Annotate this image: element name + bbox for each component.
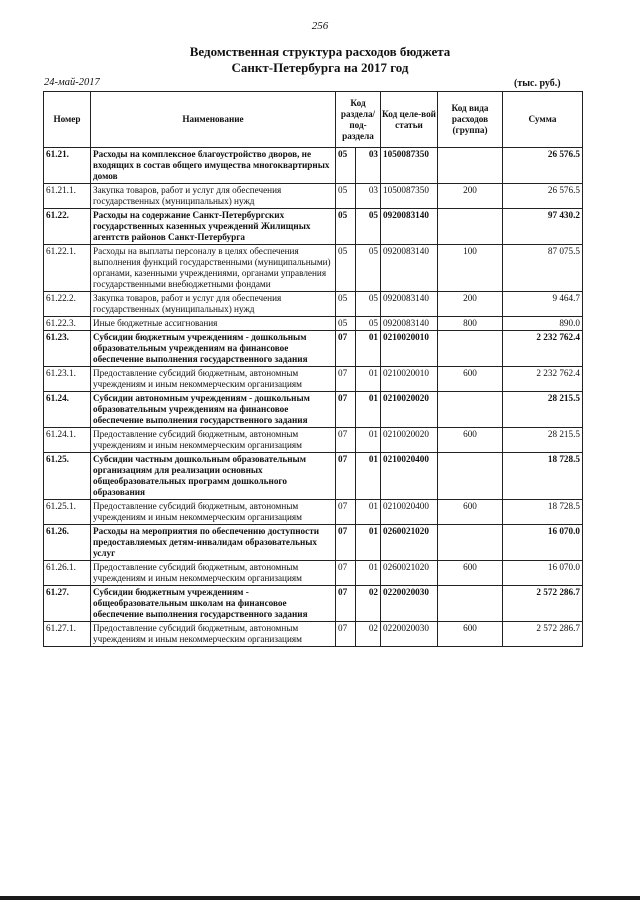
row-expense-type: 100 (438, 245, 503, 292)
row-subsection: 01 (356, 561, 381, 586)
row-amount: 97 430.2 (503, 209, 583, 245)
row-name: Субсидии бюджетным учреждениям - дошкольным образовательным учреждениям на финансовое обеспечение выполнения государственного задания (91, 331, 336, 367)
row-amount: 2 572 286.7 (503, 622, 583, 647)
row-section: 07 (336, 500, 356, 525)
row-expense-type (438, 209, 503, 245)
row-subsection: 05 (356, 209, 381, 245)
table-row (44, 561, 583, 586)
row-target-code: 1050087350 (381, 148, 438, 184)
table-row (44, 586, 583, 622)
row-section: 05 (336, 292, 356, 317)
table-row (44, 184, 583, 209)
row-expense-type: 600 (438, 428, 503, 453)
table-row (44, 317, 583, 331)
row-expense-type: 200 (438, 292, 503, 317)
row-amount: 87 075.5 (503, 245, 583, 292)
row-target-code: 0220020030 (381, 586, 438, 622)
row-name: Субсидии автономным учреждениям - дошкольным образовательным учреждениям на финансовое обеспечение выполнения государственного задания (91, 392, 336, 428)
row-target-code: 0920083140 (381, 292, 438, 317)
document-date: 24-май-2017 (44, 77, 100, 88)
row-section: 05 (336, 245, 356, 292)
row-expense-type: 600 (438, 500, 503, 525)
row-amount: 28 215.5 (503, 428, 583, 453)
row-expense-type (438, 453, 503, 500)
table-row (44, 292, 583, 317)
document-title (0, 44, 640, 76)
row-name: Иные бюджетные ассигнования (91, 317, 336, 331)
row-subsection: 05 (356, 317, 381, 331)
row-expense-type: 600 (438, 622, 503, 647)
row-section: 07 (336, 392, 356, 428)
row-number: 61.23. (44, 331, 91, 367)
row-number: 61.24.1. (44, 428, 91, 453)
row-number: 61.27.1. (44, 622, 91, 647)
row-number: 61.21. (44, 148, 91, 184)
table-row (44, 622, 583, 647)
row-name: Предоставление субсидий бюджетным, автономным учреждениям и иным некоммерческим организациям (91, 622, 336, 647)
row-number: 61.26.1. (44, 561, 91, 586)
table-row (44, 209, 583, 245)
header-expense-type: Код вида расходов (группа) (438, 92, 503, 148)
row-section: 05 (336, 184, 356, 209)
row-section: 07 (336, 428, 356, 453)
row-subsection: 02 (356, 586, 381, 622)
row-expense-type (438, 586, 503, 622)
row-amount: 18 728.5 (503, 453, 583, 500)
row-name: Предоставление субсидий бюджетным, автономным учреждениям и иным некоммерческим организациям (91, 561, 336, 586)
row-subsection: 01 (356, 331, 381, 367)
row-subsection: 03 (356, 148, 381, 184)
row-number: 61.25.1. (44, 500, 91, 525)
row-target-code: 0260021020 (381, 525, 438, 561)
row-name: Закупка товаров, работ и услуг для обеспечения государственных (муниципальных) нужд (91, 292, 336, 317)
row-subsection: 01 (356, 367, 381, 392)
row-amount: 16 070.0 (503, 525, 583, 561)
title-line-1: Ведомственная структура расходов бюджета (189, 44, 451, 59)
row-name: Закупка товаров, работ и услуг для обеспечения государственных (муниципальных) нужд (91, 184, 336, 209)
table-row (44, 331, 583, 367)
row-subsection: 05 (356, 292, 381, 317)
row-name: Предоставление субсидий бюджетным, автономным учреждениям и иным некоммерческим организациям (91, 500, 336, 525)
row-subsection: 01 (356, 428, 381, 453)
row-expense-type: 600 (438, 367, 503, 392)
table-row (44, 245, 583, 292)
row-subsection: 01 (356, 453, 381, 500)
row-expense-type (438, 525, 503, 561)
row-number: 61.22.2. (44, 292, 91, 317)
row-number: 61.23.1. (44, 367, 91, 392)
row-name: Предоставление субсидий бюджетным, автономным учреждениям и иным некоммерческим организациям (91, 428, 336, 453)
row-section: 07 (336, 525, 356, 561)
table-row (44, 453, 583, 500)
row-target-code: 0210020400 (381, 453, 438, 500)
table-row (44, 367, 583, 392)
row-target-code: 0260021020 (381, 561, 438, 586)
table-body (44, 148, 583, 647)
row-number: 61.22.3. (44, 317, 91, 331)
row-amount: 2 572 286.7 (503, 586, 583, 622)
row-expense-type: 600 (438, 561, 503, 586)
row-target-code: 0210020010 (381, 367, 438, 392)
row-amount: 9 464.7 (503, 292, 583, 317)
row-amount: 2 232 762.4 (503, 331, 583, 367)
row-number: 61.26. (44, 525, 91, 561)
row-number: 61.25. (44, 453, 91, 500)
table-row (44, 500, 583, 525)
table-header-row (44, 92, 583, 148)
budget-table (43, 91, 583, 647)
row-section: 07 (336, 453, 356, 500)
table-row (44, 428, 583, 453)
row-name: Расходы на мероприятия по обеспечению доступности предоставляемых детям-инвалидам образовательных услуг (91, 525, 336, 561)
row-section: 05 (336, 209, 356, 245)
header-number: Номер (44, 92, 91, 148)
row-amount: 890.0 (503, 317, 583, 331)
currency-units: (тыс. руб.) (514, 78, 561, 89)
row-expense-type (438, 392, 503, 428)
row-expense-type: 800 (438, 317, 503, 331)
row-section: 07 (336, 622, 356, 647)
row-target-code: 0920083140 (381, 245, 438, 292)
row-number: 61.21.1. (44, 184, 91, 209)
table-row (44, 525, 583, 561)
row-section: 05 (336, 317, 356, 331)
row-section: 07 (336, 586, 356, 622)
row-expense-type: 200 (438, 184, 503, 209)
row-amount: 2 232 762.4 (503, 367, 583, 392)
row-target-code: 0210020010 (381, 331, 438, 367)
row-section: 07 (336, 331, 356, 367)
row-number: 61.27. (44, 586, 91, 622)
row-name: Расходы на выплаты персоналу в целях обеспечения выполнения функций государственными (муниципальными) органами, казенными учреждениями, органами управления государственными внебюджетными фондами (91, 245, 336, 292)
table-row (44, 392, 583, 428)
row-number: 61.22. (44, 209, 91, 245)
row-target-code: 1050087350 (381, 184, 438, 209)
row-subsection: 01 (356, 392, 381, 428)
row-target-code: 0210020020 (381, 392, 438, 428)
row-name: Субсидии бюджетным учреждениям - общеобразовательным школам на финансовое обеспечение выполнения государственного задания (91, 586, 336, 622)
row-target-code: 0210020020 (381, 428, 438, 453)
row-amount: 28 215.5 (503, 392, 583, 428)
row-amount: 16 070.0 (503, 561, 583, 586)
row-section: 07 (336, 367, 356, 392)
row-target-code: 0920083140 (381, 317, 438, 331)
row-section: 07 (336, 561, 356, 586)
row-amount: 26 576.5 (503, 148, 583, 184)
title-line-2: Санкт-Петербурга на 2017 год (231, 60, 409, 75)
header-amount: Сумма (503, 92, 583, 148)
row-amount: 18 728.5 (503, 500, 583, 525)
row-amount: 26 576.5 (503, 184, 583, 209)
row-number: 61.24. (44, 392, 91, 428)
row-name: Расходы на содержание Санкт-Петербургских государственных казенных учреждений Жилищных агентств районов Санкт-Петербурга (91, 209, 336, 245)
row-subsection: 03 (356, 184, 381, 209)
bottom-rule (0, 896, 640, 900)
header-section: Код раздела/ под-раздела (336, 92, 381, 148)
row-name: Расходы на комплексное благоустройство дворов, не входящих в состав общего имущества многоквартирных домов (91, 148, 336, 184)
row-subsection: 02 (356, 622, 381, 647)
table-row (44, 148, 583, 184)
row-number: 61.22.1. (44, 245, 91, 292)
row-name: Субсидии частным дошкольным образовательным организациям для реализации основных общеобразовательных программ дошкольного образования (91, 453, 336, 500)
row-section: 05 (336, 148, 356, 184)
header-name: Наименование (91, 92, 336, 148)
page-number: 256 (311, 20, 329, 32)
row-expense-type (438, 148, 503, 184)
row-subsection: 05 (356, 245, 381, 292)
row-subsection: 01 (356, 500, 381, 525)
row-target-code: 0210020400 (381, 500, 438, 525)
row-subsection: 01 (356, 525, 381, 561)
row-target-code: 0920083140 (381, 209, 438, 245)
row-name: Предоставление субсидий бюджетным, автономным учреждениям и иным некоммерческим организациям (91, 367, 336, 392)
row-expense-type (438, 331, 503, 367)
header-target: Код целе-вой статьи (381, 92, 438, 148)
row-target-code: 0220020030 (381, 622, 438, 647)
